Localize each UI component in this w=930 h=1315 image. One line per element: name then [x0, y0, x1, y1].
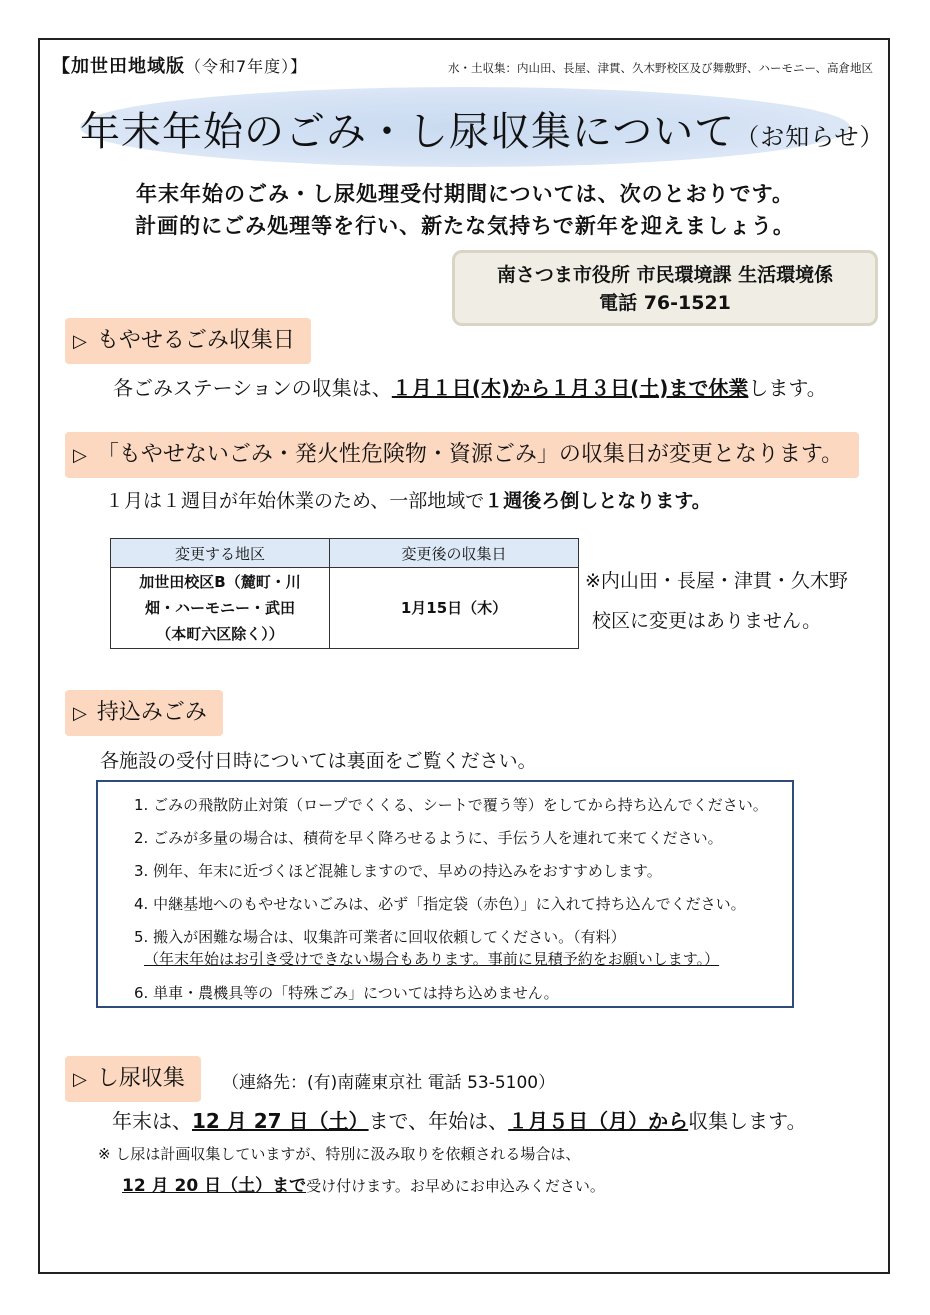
- nonburnable-shift-note: １週後ろ倒しとなります。: [484, 490, 711, 512]
- list-item: 3. 例年、年末に近づくほど混雑しますので、早めの持込みをおすすめします。: [134, 862, 662, 880]
- intro-line-2: 計画的にごみ処理等を行い、新たな気持ちで新年を迎えましょう。: [135, 214, 795, 238]
- no-change-note-1: ※内山田・長屋・津貫・久木野: [585, 570, 848, 592]
- section-nonburnable-heading: [65, 432, 859, 478]
- section-burnable-title: もやせるごみ収集日: [96, 328, 295, 353]
- section-dropoff-text: 各施設の受付日時については裏面をご覧ください。: [100, 750, 537, 772]
- nonburnable-text-pre: １月は１週目が年始休業のため、一部地域で: [105, 490, 485, 512]
- sewage-contact: （連絡先：(有)南薩東京社 電話 53-5100）: [222, 1073, 556, 1093]
- rule-5-note: （年末年始はお引き受けできない場合もあります。事前に見積予約をお願いします。）: [144, 950, 720, 968]
- section-burnable-text: [113, 372, 827, 401]
- table-header-date: 変更後の収集日: [330, 539, 579, 568]
- intro-line-1: 年末年始のごみ・し尿処理受付期間については、次のとおりです。: [136, 182, 794, 206]
- section-nonburnable-text: [105, 486, 711, 513]
- contact-office: 南さつま市役所 市民環境課 生活環境係: [496, 264, 834, 286]
- section-burnable-heading: [65, 318, 311, 364]
- area-line-2: 畑・ハーモニー・武田: [144, 599, 295, 617]
- burnable-text-post: します。: [748, 376, 827, 400]
- sewage-pre: 年末は、: [112, 1109, 192, 1133]
- section-dropoff-title: 持込みごみ: [96, 700, 207, 725]
- triangle-right-icon: ▷: [73, 703, 87, 724]
- section-nonburnable-title: 「もやせないごみ・発火性危険物・資源ごみ」の収集日が変更となります。: [96, 442, 844, 467]
- table-cell-area: [111, 568, 330, 649]
- sewage-new-year-date: １月５日（月）から: [508, 1109, 689, 1133]
- no-change-note-2: 校区に変更はありません。: [592, 610, 822, 632]
- section-sewage-title: し尿収集: [96, 1066, 185, 1091]
- sewage-year-end-date: 12 月 27 日（土）: [192, 1109, 369, 1133]
- sewage-note-2: [122, 1171, 605, 1196]
- burnable-holiday-dates: １月１日(木)から１月３日(土)まで休業: [391, 376, 749, 400]
- sewage-schedule: [112, 1105, 807, 1134]
- table-cell-date: 1月15日（木）: [330, 568, 579, 649]
- contact-box: [452, 250, 878, 326]
- sewage-mid: まで、年始は、: [368, 1109, 509, 1133]
- sewage-post: 収集します。: [688, 1109, 807, 1133]
- triangle-right-icon: ▷: [73, 1069, 87, 1090]
- table-header-row: [111, 539, 579, 568]
- list-item: 1. ごみの飛散防止対策（ロープでくくる、シートで覆う等）をしてから持ち込んでください。: [134, 796, 768, 814]
- triangle-right-icon: ▷: [73, 331, 87, 352]
- area-line-3: （本町六区除く））: [156, 625, 284, 643]
- list-item: 5. 搬入が困難な場合は、収集許可業者に回収依頼してください。（有料）: [134, 928, 626, 946]
- title-main: 年末年始のごみ・し尿収集について: [80, 109, 736, 155]
- sewage-note-2-post: 受け付けます。お早めにお申込みください。: [306, 1177, 605, 1195]
- triangle-right-icon: ▷: [73, 445, 87, 466]
- contact-phone: 電話 76-1521: [599, 292, 731, 314]
- burnable-text-pre: 各ごみステーションの収集は、: [113, 376, 392, 400]
- edition-label: [52, 52, 307, 78]
- area-line-1: 加世田校区B（麓町・川: [139, 573, 301, 591]
- edition-name: 【加世田地域版: [52, 56, 185, 77]
- page-title: [80, 100, 885, 157]
- edition-year: （令和7年度）】: [185, 57, 308, 76]
- list-item: 4. 中継基地へのもやせないごみは、必ず「指定袋（赤色）」に入れて持ち込んでください。: [134, 895, 746, 913]
- schedule-change-table: [110, 538, 579, 649]
- list-item: 6. 単車・農機具等の「特殊ごみ」については持ち込めません。: [134, 984, 559, 1002]
- list-item: 2. ごみが多量の場合は、積荷を早く降ろせるように、手伝う人を連れて来てください。: [134, 829, 723, 847]
- section-dropoff-heading: [65, 690, 223, 736]
- title-suffix: （お知らせ）: [735, 123, 885, 151]
- section-sewage-heading: [65, 1056, 201, 1102]
- dropoff-rules-box: [96, 780, 794, 1008]
- sewage-note-1: ※ し尿は計画収集していますが、特別に汲み取りを依頼される場合は、: [98, 1145, 581, 1163]
- table-row: [111, 568, 579, 649]
- collection-areas: 水・土収集：内山田、長屋、津貫、久木野校区及び舞敷野、ハーモニー、高倉地区: [448, 61, 874, 75]
- table-header-area: 変更する地区: [111, 539, 330, 568]
- sewage-deadline-date: 12 月 20 日（土）まで: [122, 1176, 307, 1196]
